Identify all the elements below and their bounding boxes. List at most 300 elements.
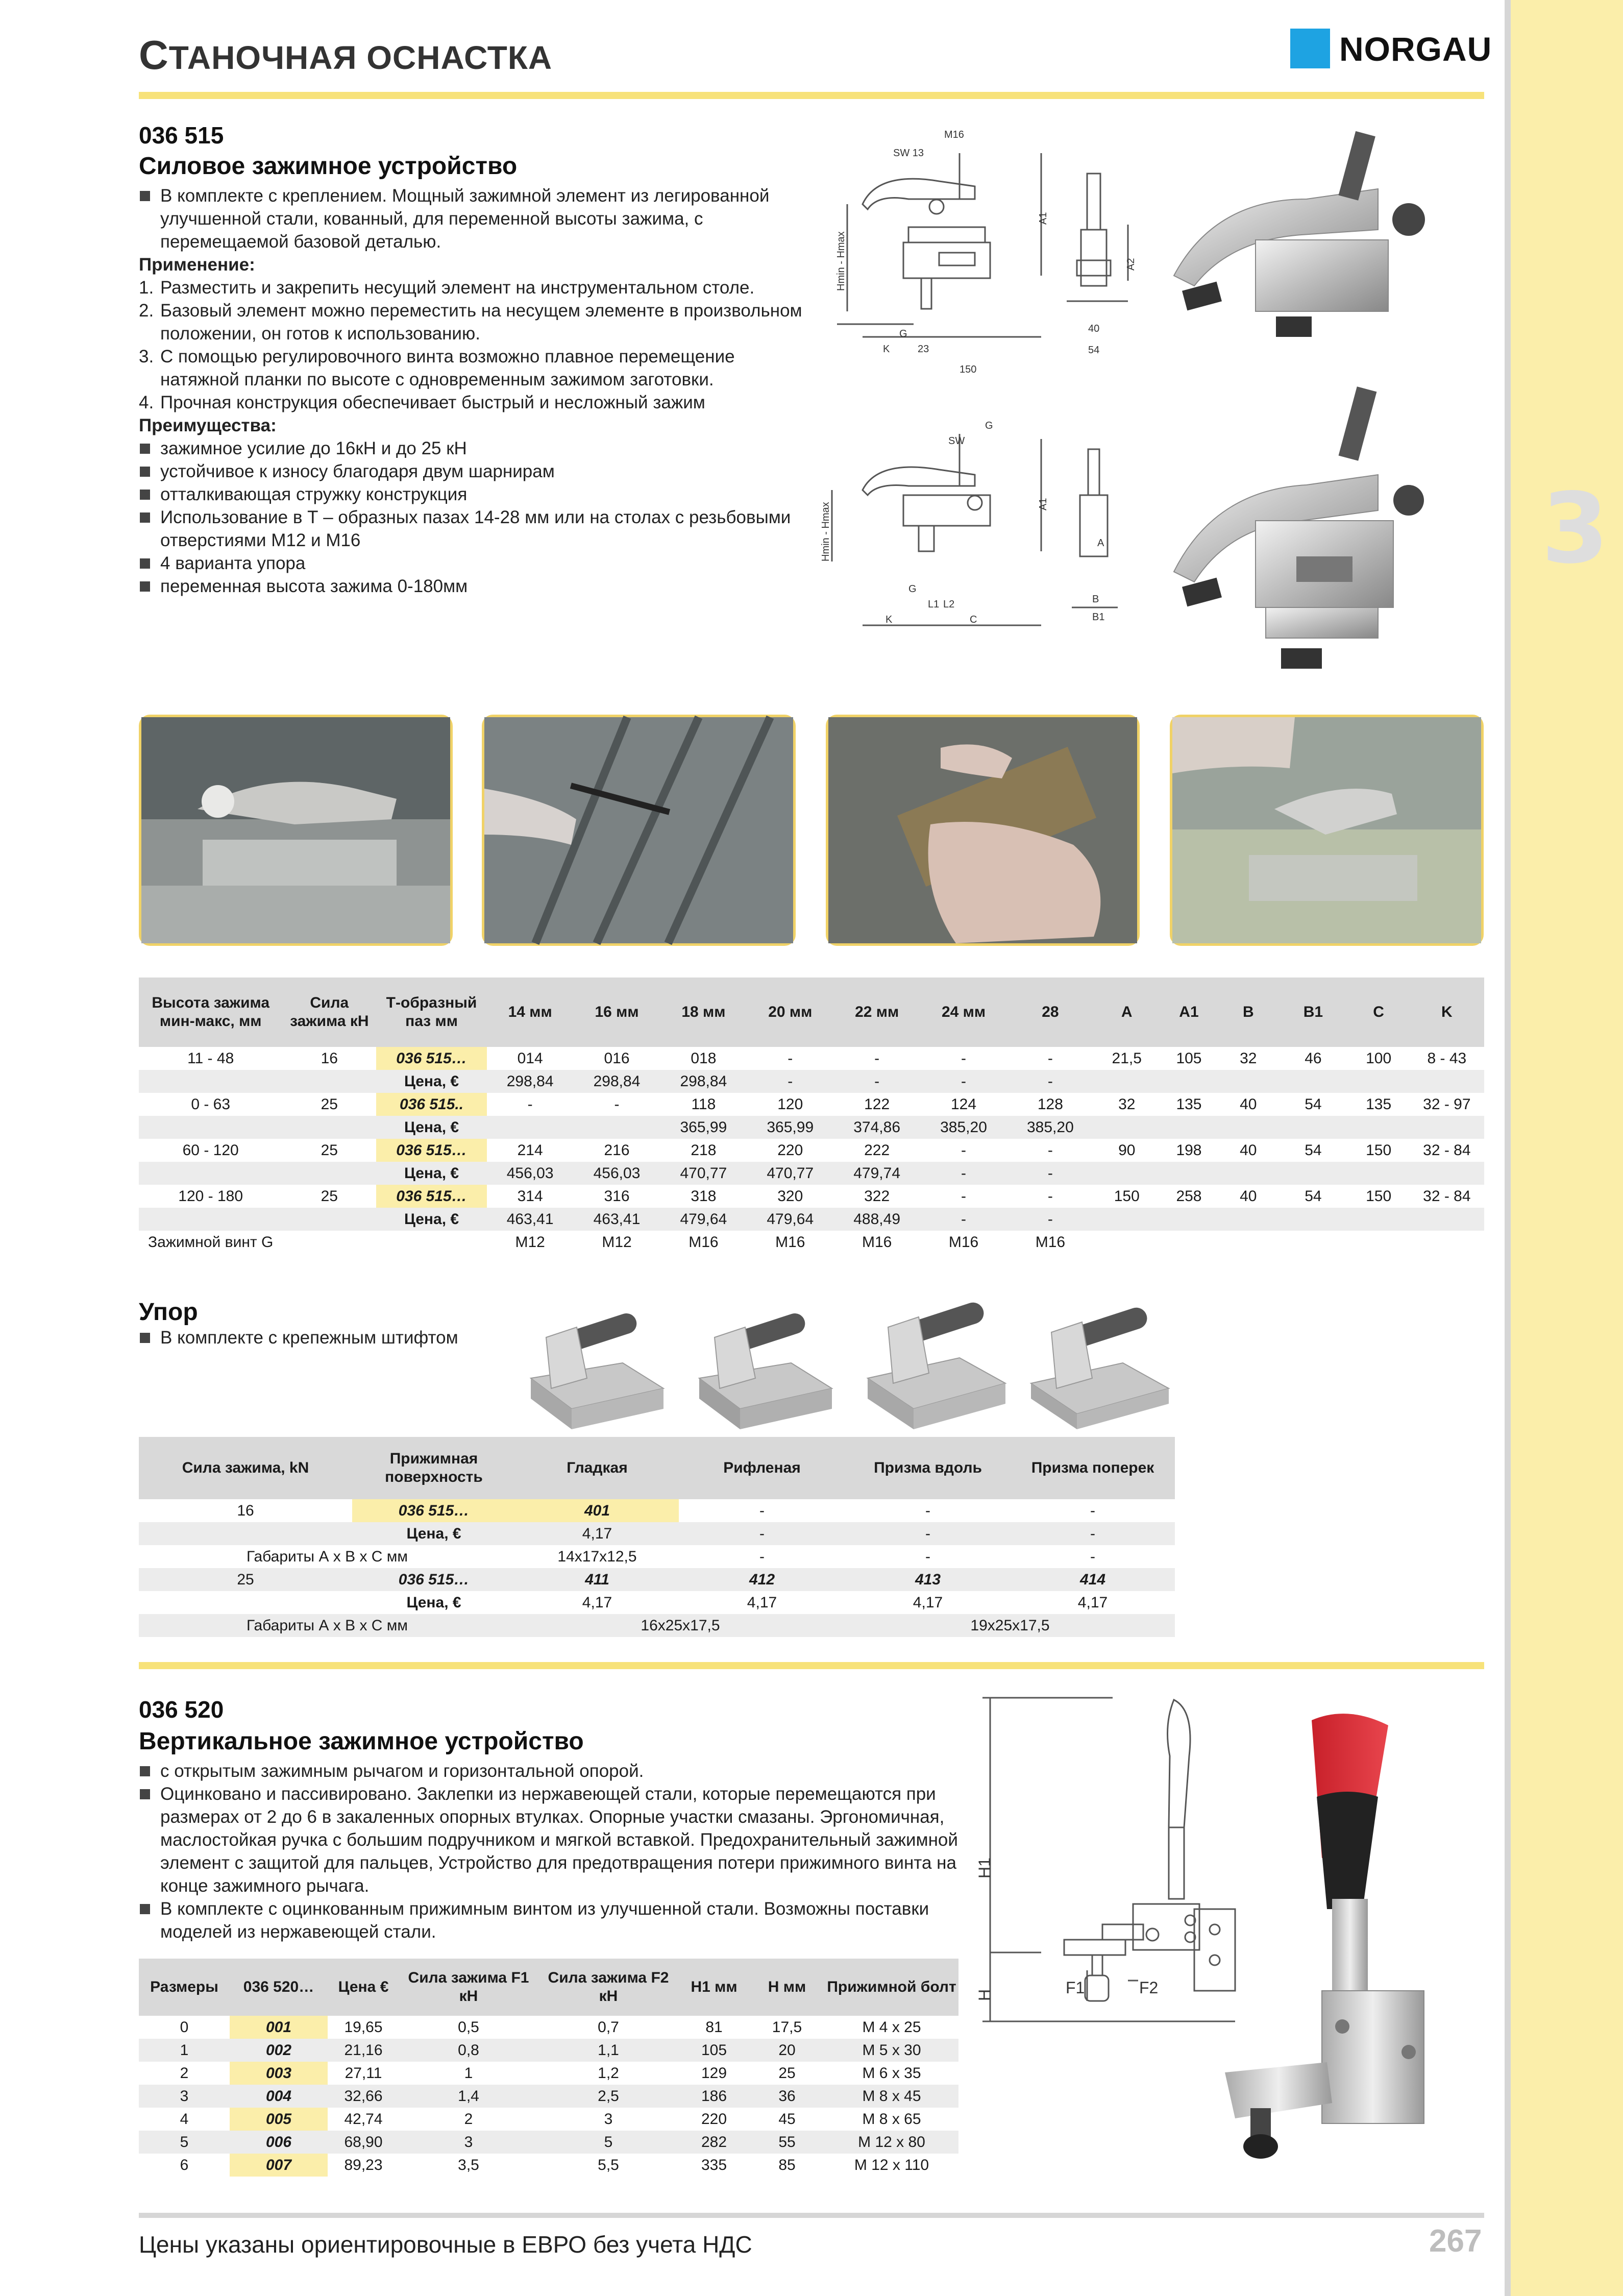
table-header	[139, 1437, 1175, 1499]
section-title: Силовое зажимное устройство	[139, 153, 518, 180]
table-cell: 374,86	[833, 1116, 920, 1139]
table-cell	[1348, 1070, 1410, 1093]
table-cell: 2	[180, 2064, 189, 2082]
title-initial: С	[139, 32, 169, 78]
section-rule	[139, 1662, 1484, 1669]
table-cell: 100	[1366, 1049, 1392, 1067]
table-cell: Зажимной винт G	[148, 1233, 274, 1251]
table-cell: 11 - 48	[187, 1049, 234, 1067]
advantages-list	[139, 437, 802, 598]
table-cell	[1160, 1162, 1218, 1185]
table-cell: 32	[1240, 1049, 1257, 1067]
table-cell: 488,49	[833, 1208, 920, 1231]
table-cell: -	[527, 1095, 533, 1113]
table-cell	[1218, 1208, 1278, 1231]
table-cell: 463,41	[487, 1208, 574, 1231]
svg-text:C: C	[970, 614, 977, 625]
table-cell: 105	[1176, 1049, 1202, 1067]
table-520	[139, 1959, 958, 2177]
table-cell: 68,90	[328, 2131, 399, 2154]
table-cell: 1,1	[538, 2039, 679, 2062]
table-cell: 036 515…	[376, 1185, 486, 1208]
table-cell	[282, 1116, 376, 1139]
list-item: с открытым зажимным рычагом и горизонтальной опорой.	[139, 1760, 966, 1782]
table-cell: 36	[749, 2085, 825, 2108]
intro-list	[139, 184, 802, 253]
table-cell: 470,77	[660, 1162, 747, 1185]
list-item: Использование в Т – образных пазах 14-28 мм или на столах с резьбовыми отверстиями М12 и М16	[139, 506, 802, 552]
table-cell: 32,66	[328, 2085, 399, 2108]
title-rest: ТАНОЧНАЯ ОСНАСТКА	[168, 39, 553, 76]
table-cell	[282, 1231, 376, 1254]
table-row: Цена, € 4,17 4,17 4,17 4,17	[406, 1594, 1108, 1611]
table-cell: -	[961, 1141, 967, 1159]
table-cell	[1348, 1208, 1410, 1231]
table-cell: 25	[321, 1095, 338, 1113]
table-row	[139, 1185, 1484, 1208]
col-header: Прижимная поверхность	[352, 1437, 515, 1499]
table-cell: 036 515..	[376, 1093, 486, 1116]
svg-text:A2: A2	[1125, 258, 1137, 271]
table-cell: M16	[775, 1233, 805, 1251]
technical-drawing-515	[822, 123, 1148, 638]
svg-text:G: G	[908, 583, 917, 595]
table-cell: -	[920, 1070, 1007, 1093]
table-cell: 5	[139, 2131, 230, 2154]
table-cell	[1094, 1116, 1160, 1139]
table-row: Габариты А х В х С мм 14x17x12,5 - - -	[246, 1548, 1095, 1565]
table-row	[139, 2131, 958, 2154]
table-cell: 036 515…	[376, 1139, 486, 1162]
section-title: Вертикальное зажимное устройство	[139, 1728, 584, 1755]
table-cell: 006	[230, 2131, 328, 2154]
adv-heading: Преимущества:	[139, 416, 277, 435]
col-header: Призма поперек	[1011, 1437, 1175, 1499]
col-header: Сила зажима кН	[282, 978, 376, 1047]
table-cell: 5	[538, 2131, 679, 2154]
table-cell: 60 - 120	[182, 1141, 239, 1159]
table-cell: 17,5	[772, 2018, 802, 2036]
table-cell: 2,5	[538, 2085, 679, 2108]
col-header: Сила зажима F1 кН	[399, 1959, 538, 2016]
col-header: 036 520…	[230, 1959, 328, 2016]
list-item: зажимное усилие до 16кН и до 25 кН	[139, 437, 802, 460]
table-cell: 0 - 63	[191, 1095, 231, 1113]
table-cell	[139, 1208, 282, 1231]
table-cell: M 12 x 110	[854, 2156, 929, 2173]
table-row	[139, 1139, 1484, 1162]
table-cell: 0,8	[399, 2039, 538, 2062]
table-cell: M16	[862, 1233, 892, 1251]
table-cell: 385,20	[1007, 1116, 1094, 1139]
svg-text:40: 40	[1088, 323, 1100, 334]
table-row	[139, 1047, 1484, 1070]
section-520-text	[139, 1696, 966, 1943]
col-header: A1	[1160, 978, 1218, 1047]
table-cell	[1410, 1231, 1484, 1254]
col-header: Высота зажима мин-макс, мм	[139, 978, 282, 1047]
svg-text:SW 13: SW 13	[893, 148, 924, 159]
table-cell: 40	[1240, 1141, 1257, 1159]
table-cell: 001	[230, 2016, 328, 2039]
usage-photo-3	[826, 715, 1140, 946]
table-cell: 27,11	[345, 2064, 382, 2082]
table-cell	[1410, 1070, 1484, 1093]
table-cell	[1160, 1208, 1218, 1231]
table-cell	[1278, 1070, 1347, 1093]
table-cell: Цена, €	[376, 1208, 486, 1231]
table-row	[139, 2108, 958, 2131]
table-row	[139, 1162, 1484, 1185]
table-cell: -	[747, 1070, 833, 1093]
table-cell	[574, 1116, 660, 1139]
list-item: 4. Прочная конструкция обеспечивает быстрый и несложный зажим	[139, 393, 705, 412]
table-cell: 32 - 97	[1423, 1095, 1471, 1113]
table-row	[139, 1208, 1484, 1231]
col-header: K	[1410, 978, 1484, 1047]
svg-text:SW: SW	[948, 435, 965, 447]
svg-text:G: G	[899, 328, 907, 339]
table-cell: -	[833, 1070, 920, 1093]
table-cell: 3	[604, 2110, 613, 2128]
col-header: B	[1218, 978, 1278, 1047]
table-cell: M 4 x 25	[862, 2018, 921, 2036]
col-header: 20 мм	[747, 978, 833, 1047]
col-header: Рифленая	[679, 1437, 845, 1499]
table-cell: 463,41	[574, 1208, 660, 1231]
features-list	[139, 1760, 966, 1943]
table-row: Габариты А х В х С мм 16x25x17,5 19x25x17,5	[139, 1614, 1175, 1637]
table-row: 25 036 515… 411 412 413 414	[139, 1568, 1175, 1591]
table-cell: 8 - 43	[1427, 1049, 1467, 1067]
table-cell	[282, 1070, 376, 1093]
table-cell: 479,74	[833, 1162, 920, 1185]
table-cell: 282	[679, 2131, 749, 2154]
svg-text:54: 54	[1088, 345, 1100, 356]
table-cell	[1094, 1070, 1160, 1093]
table-cell: 16	[321, 1049, 338, 1067]
brand-logo: NORGAU	[1339, 30, 1492, 68]
page-title	[139, 32, 552, 79]
table-row	[139, 2039, 958, 2062]
table-cell: 25	[321, 1141, 338, 1159]
col-header: Размеры	[139, 1959, 230, 2016]
table-cell: 003	[230, 2062, 328, 2085]
svg-text:H: H	[975, 1989, 994, 2001]
stop-title: Упор	[139, 1299, 198, 1326]
table-cell: Цена, €	[376, 1116, 486, 1139]
section-515-text	[139, 121, 802, 598]
table-cell: M12	[515, 1233, 545, 1251]
table-cell: 122	[864, 1095, 890, 1113]
table-cell: 150	[1366, 1187, 1392, 1205]
table-cell: 20	[749, 2039, 825, 2062]
table-cell	[1218, 1116, 1278, 1139]
col-header: Цена €	[328, 1959, 399, 2016]
table-cell: 40	[1240, 1187, 1257, 1205]
use-list	[139, 276, 802, 414]
table-cell: 54	[1305, 1187, 1322, 1205]
table-cell	[1410, 1208, 1484, 1231]
table-row: 16 036 515… 401 - - -	[139, 1499, 1175, 1522]
col-header: Призма вдоль	[845, 1437, 1011, 1499]
table-cell: 016	[604, 1049, 630, 1067]
table-cell: 128	[1037, 1095, 1063, 1113]
table-cell: 25	[321, 1187, 338, 1205]
table-cell: 318	[691, 1187, 717, 1205]
table-cell: 220	[701, 2110, 727, 2128]
section-number: 036 520	[139, 1696, 224, 1723]
table-cell: 150	[1366, 1141, 1392, 1159]
col-header: Т-образный паз мм	[376, 978, 486, 1047]
col-header: H1 мм	[679, 1959, 749, 2016]
table-cell: 135	[1176, 1095, 1202, 1113]
table-515	[139, 978, 1484, 1254]
table-cell	[1218, 1231, 1278, 1254]
table-cell	[1160, 1116, 1218, 1139]
table-cell: 45	[778, 2110, 796, 2128]
table-header	[139, 978, 1484, 1047]
table-cell: 32 - 84	[1423, 1141, 1471, 1159]
table-cell: 2	[464, 2110, 473, 2128]
table-stop	[139, 1437, 1175, 1637]
table-cell: 479,64	[747, 1208, 833, 1231]
table-cell: 198	[1176, 1141, 1202, 1159]
table-cell: 456,03	[487, 1162, 574, 1185]
table-cell	[1278, 1162, 1347, 1185]
table-cell: 1	[464, 2064, 473, 2082]
table-cell: -	[1047, 1187, 1053, 1205]
table-cell: 150	[1114, 1187, 1140, 1205]
table-cell: 32	[1118, 1095, 1136, 1113]
list-item: переменная высота зажима 0-180мм	[139, 575, 802, 598]
table-cell: 335	[701, 2156, 727, 2173]
intro-bullet: В комплекте с креплением. Мощный зажимной элемент из легированной улучшенной стали, кованный, для переменной высоты зажима, с перемещаемой базовой деталью.	[139, 184, 802, 253]
table-cell: 129	[701, 2064, 727, 2082]
table-cell	[282, 1208, 376, 1231]
table-cell: 54	[1305, 1141, 1322, 1159]
col-header: 24 мм	[920, 978, 1007, 1047]
col-header: C	[1348, 978, 1410, 1047]
col-header: Сила зажима, kN	[139, 1437, 352, 1499]
table-cell: 258	[1176, 1187, 1202, 1205]
table-cell	[139, 1162, 282, 1185]
usage-photo-2	[482, 715, 796, 946]
table-cell: 5,5	[598, 2156, 619, 2173]
table-cell	[1160, 1231, 1218, 1254]
table-cell: Цена, €	[376, 1162, 486, 1185]
svg-text:Hmin - Hmax: Hmin - Hmax	[835, 231, 847, 291]
table-row	[139, 1070, 1484, 1093]
section-number: 036 515	[139, 122, 224, 149]
svg-text:A1: A1	[1038, 498, 1049, 510]
list-item: отталкивающая стружку конструкция	[139, 483, 802, 506]
svg-text:K: K	[883, 344, 890, 355]
table-row	[139, 2016, 958, 2039]
table-cell: 479,64	[660, 1208, 747, 1231]
table-cell: 036 515…	[376, 1047, 486, 1070]
table-cell: M 6 x 35	[862, 2064, 921, 2082]
table-cell	[1218, 1162, 1278, 1185]
table-cell: 85	[778, 2156, 796, 2173]
col-header: 14 мм	[487, 978, 574, 1047]
table-row	[139, 1093, 1484, 1116]
table-cell: 298,84	[660, 1070, 747, 1093]
list-item: Оцинковано и пассивировано. Заклепки из нержавеющей стали, которые перемещаются при размерах от 2 до 6 в закаленных опорных втулках. Опорные участки смазаны. Эргономичная, маслостойкая ручка с большим подручником и мягкой вставкой. Предохранительный зажимной элемент с защитой для пальцев, Устройство для предотвращения потери прижимного винта на конце зажимного рычага.	[139, 1782, 966, 1897]
table-cell: 222	[864, 1141, 890, 1159]
table-cell: 385,20	[920, 1116, 1007, 1139]
table-cell: 218	[691, 1141, 717, 1159]
table-cell: 456,03	[574, 1162, 660, 1185]
list-item: 3. С помощью регулировочного винта возможно плавное перемещение натяжной планки по высоте с одновременным зажимом заготовки.	[139, 347, 735, 389]
table-cell: 3,5	[458, 2156, 479, 2173]
svg-text:150: 150	[960, 364, 977, 375]
table-cell	[1218, 1070, 1278, 1093]
svg-text:B: B	[1092, 594, 1099, 605]
usage-photo-4	[1170, 715, 1484, 946]
chapter-strip	[1511, 0, 1623, 2296]
table-cell: 004	[230, 2085, 328, 2108]
table-cell: 105	[679, 2039, 749, 2062]
table-cell: M16	[948, 1233, 979, 1251]
table-cell: 220	[777, 1141, 803, 1159]
usage-photo-1	[139, 715, 453, 946]
table-row	[139, 2154, 958, 2177]
vertical-clamp-photo	[1194, 1695, 1501, 2185]
table-cell: 6	[180, 2156, 189, 2173]
table-cell	[1278, 1116, 1347, 1139]
table-cell: M 5 x 30	[825, 2039, 958, 2062]
table-header	[139, 1959, 958, 2016]
table-cell: 19,65	[344, 2018, 383, 2036]
table-cell	[1094, 1208, 1160, 1231]
list-item: 1. Разместить и закрепить несущий элемент на инструментальном столе.	[139, 278, 755, 298]
table-cell: 135	[1366, 1095, 1392, 1113]
table-cell: 1,4	[399, 2085, 538, 2108]
table-cell: 007	[230, 2154, 328, 2177]
table-cell: 322	[864, 1187, 890, 1205]
table-cell: 298,84	[487, 1070, 574, 1093]
table-row: Цена, € 4,17 - - -	[139, 1522, 1175, 1545]
table-cell: 4	[180, 2110, 189, 2128]
table-cell: 002	[230, 2039, 328, 2062]
table-cell: 018	[691, 1049, 717, 1067]
svg-text:K: K	[886, 614, 893, 625]
table-cell: -	[1007, 1208, 1094, 1231]
table-cell: -	[920, 1162, 1007, 1185]
table-cell: 55	[749, 2131, 825, 2154]
table-cell: -	[614, 1095, 620, 1113]
list-item: 4 варианта упора	[139, 552, 802, 575]
table-cell: 81	[705, 2018, 723, 2036]
table-cell: 32 - 84	[1423, 1187, 1471, 1205]
table-cell	[282, 1162, 376, 1185]
page-number: 267	[1429, 2224, 1482, 2259]
table-cell: 470,77	[747, 1162, 833, 1185]
table-cell	[1348, 1162, 1410, 1185]
table-cell: Цена, €	[376, 1070, 486, 1093]
table-cell: -	[1007, 1070, 1094, 1093]
table-cell	[487, 1116, 574, 1139]
table-cell: 42,74	[344, 2110, 383, 2128]
table-cell	[1094, 1231, 1160, 1254]
table-cell: 316	[604, 1187, 630, 1205]
table-cell: 0,7	[598, 2018, 619, 2036]
table-cell: -	[788, 1049, 793, 1067]
table-cell: 1	[139, 2039, 230, 2062]
logo-square-icon	[1290, 29, 1330, 68]
table-cell: M16	[688, 1233, 719, 1251]
table-cell: 214	[517, 1141, 543, 1159]
table-row	[139, 2062, 958, 2085]
svg-text:G: G	[985, 420, 993, 431]
table-cell: M12	[602, 1233, 632, 1251]
table-cell	[1278, 1231, 1347, 1254]
use-heading: Применение:	[139, 255, 255, 275]
table-cell	[1348, 1116, 1410, 1139]
svg-text:L1: L1	[928, 599, 940, 610]
table-cell: M 8 x 45	[825, 2085, 958, 2108]
table-cell: 1,2	[598, 2064, 619, 2082]
svg-text:L2: L2	[943, 599, 955, 610]
chapter-number: 3	[1541, 472, 1609, 585]
list-item: устойчивое к износу благодаря двум шарнирам	[139, 460, 802, 483]
table-cell: 365,99	[660, 1116, 747, 1139]
table-cell: -	[1007, 1162, 1094, 1185]
table-cell: -	[1047, 1049, 1053, 1067]
table-cell	[376, 1231, 486, 1254]
table-cell: -	[961, 1187, 967, 1205]
table-cell: -	[961, 1049, 967, 1067]
table-cell: 3	[139, 2085, 230, 2108]
table-cell: 320	[777, 1187, 803, 1205]
table-cell: 120 - 180	[178, 1187, 243, 1205]
table-cell: 40	[1240, 1095, 1257, 1113]
svg-text:Hmin - Hmax: Hmin - Hmax	[820, 502, 831, 561]
svg-text:B1: B1	[1092, 612, 1105, 623]
table-cell: 124	[950, 1095, 977, 1113]
svg-text:H1: H1	[975, 1858, 994, 1878]
table-cell: 25	[778, 2064, 796, 2082]
svg-text:23: 23	[918, 344, 929, 355]
stop-list	[139, 1326, 458, 1349]
table-cell: 21,5	[1112, 1049, 1142, 1067]
table-cell	[1278, 1208, 1347, 1231]
table-cell: 54	[1305, 1095, 1322, 1113]
table-cell: 298,84	[574, 1070, 660, 1093]
col-header: 28	[1007, 978, 1094, 1047]
table-row	[139, 1231, 1484, 1254]
table-cell	[139, 1116, 282, 1139]
col-header: A	[1094, 978, 1160, 1047]
svg-text:F1: F1	[1066, 1979, 1085, 1997]
header-rule	[139, 92, 1484, 99]
table-cell: M16	[1035, 1233, 1066, 1251]
table-cell	[1410, 1116, 1484, 1139]
list-item: В комплекте с крепежным штифтом	[139, 1326, 458, 1349]
stop-variants-photos	[521, 1297, 1184, 1434]
list-item: В комплекте с оцинкованным прижимным винтом из улучшенной стали. Возможны поставки моделей из нержавеющей стали.	[139, 1897, 966, 1943]
table-cell: -	[1047, 1141, 1053, 1159]
stop-section-text	[139, 1298, 458, 1349]
table-cell: 314	[517, 1187, 543, 1205]
table-cell: 014	[517, 1049, 543, 1067]
svg-text:M16: M16	[944, 129, 964, 140]
table-cell: 186	[679, 2085, 749, 2108]
footer-note: Цены указаны ориентировочные в ЕВРО без учета НДС	[139, 2231, 752, 2258]
col-header: B1	[1278, 978, 1347, 1047]
col-header: Прижимной болт	[825, 1959, 958, 2016]
